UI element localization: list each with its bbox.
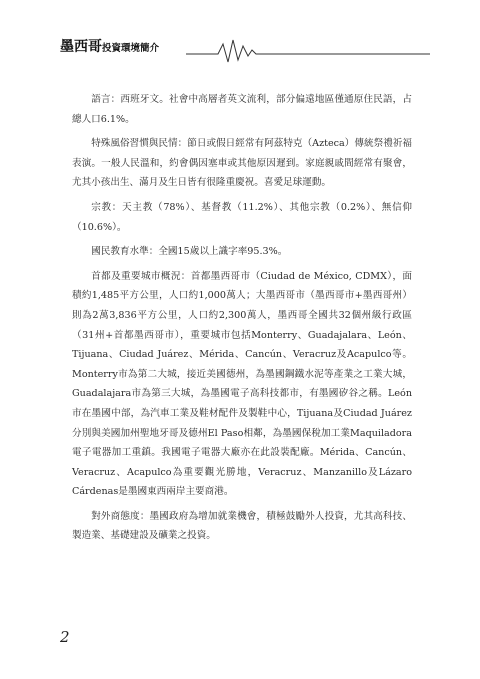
header-title-sub: 投資環境簡介 [102,43,160,54]
paragraph-language: 語言：西班牙文。社會中高層者英文流利，部分偏遠地區僅通原住民語，占總人口6.1%。 [72,94,412,125]
heartbeat-line-decoration [60,36,430,64]
page-number: 2 [60,628,70,646]
header-title-main: 墨西哥 [60,39,102,55]
page-body [72,90,412,551]
paragraph-cities: 首都及重要城市概況：首都墨西哥市（Ciudad de México, CDMX），面積約1,485平方公里，人口約1,000萬人；大墨西哥市（墨西哥市+墨西哥州）則為2萬3,836平方公里，人口約2,300萬人，墨西哥全國共32個州級行政區（31州+首都墨西哥市），重要城市包括Monterry、Guadajalara、León、Tijuana、Ciudad Juárez、Mérida、Cancún、Veracruz及Acapulco等。Monterry市為第二大城，接近美國德州，為墨國鋼鐵水泥等產業之工業大城，Guadalajara市為第三大城，為墨國電子高科技都市，有墨國矽谷之稱。León市在墨國中部，為汽車工業及鞋材配件及製鞋中心，Tijuana及Ciudad Juárez分別與美國加州聖地牙哥及德州El Paso相鄰，為墨國保稅加工業Maquiladora電子電器加工重鎮。我國電子電器大廠亦在此設裝配廠。Mérida、Cancún、Veracruz、Acapulco為重要觀光勝地，Veracruz、Manzanillo及Lázaro Cárdenas是墨國東西兩岸主要商港。 [72,270,412,498]
paragraph-customs: 特殊風俗習慣與民情：節日或假日經常有阿茲特克（Azteca）傳統祭禮祈福表演。一般人民溫和，約會偶因塞車或其他原因遲到。家庭親戚間經常有聚會，尤其小孩出生、滿月及生日皆有很隆重慶祝。喜愛足球運動。 [72,138,412,189]
running-header [60,36,430,64]
paragraph-education: 國民教育水準：全國15歲以上識字率95.3%。 [91,246,288,258]
paragraph-religion: 宗教：天主教（78%）、基督教（11.2%）、其他宗教（0.2%）、無信仰（10.6%）。 [72,201,412,233]
paragraph-foreign-investment: 對外商態度：墨國政府為增加就業機會，積極鼓勵外人投資，尤其高科技、製造業、基礎建設及礦業之投資。 [72,510,412,542]
